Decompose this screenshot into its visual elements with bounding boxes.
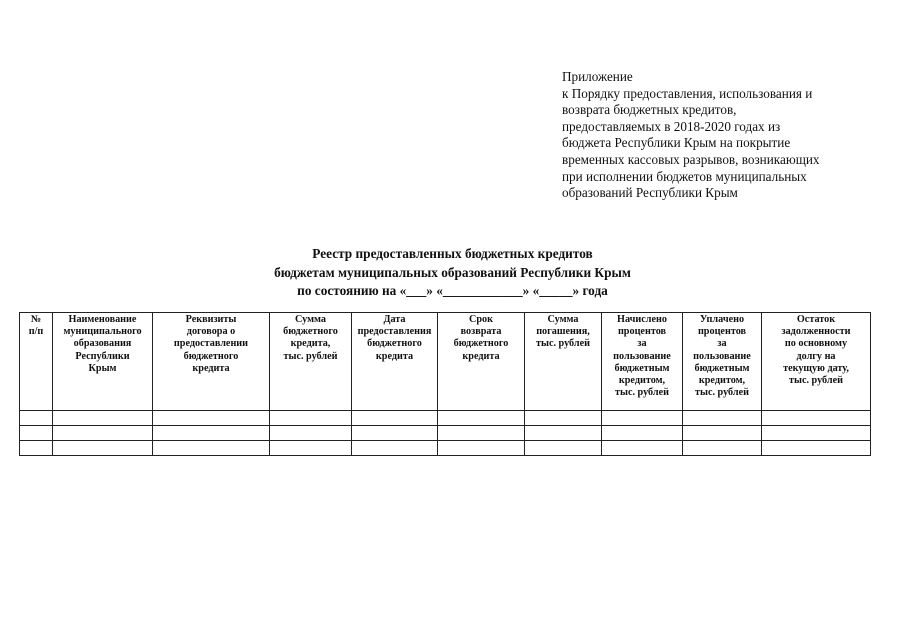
table-cell <box>762 411 871 426</box>
appendix-line: временных кассовых разрывов, возникающих <box>562 151 820 167</box>
table-cell <box>20 411 53 426</box>
table-cell <box>53 426 153 441</box>
table-cell <box>270 441 352 456</box>
table-cell <box>20 426 53 441</box>
table-cell <box>352 441 438 456</box>
table-cell <box>683 426 762 441</box>
table-cell <box>153 426 270 441</box>
header-row <box>20 313 871 411</box>
table-cell <box>602 411 683 426</box>
header-cell-repayment-term: Срок возврата бюджетного кредита <box>438 313 525 411</box>
table-cell <box>525 426 602 441</box>
title-line: Реестр предоставленных бюджетных кредитов <box>312 246 593 261</box>
table-cell <box>438 411 525 426</box>
document-title <box>0 245 905 301</box>
table-cell <box>683 441 762 456</box>
table-cell <box>53 441 153 456</box>
appendix-line: Приложение <box>562 69 633 84</box>
table-cell <box>20 441 53 456</box>
table-cell <box>438 441 525 456</box>
table-row <box>20 411 871 426</box>
appendix-line: возврата бюджетных кредитов, <box>562 102 737 118</box>
table-cell <box>602 441 683 456</box>
header-cell-issue-date: Дата предоставления бюджетного кредита <box>352 313 438 411</box>
table-cell <box>270 411 352 426</box>
appendix-line: бюджета Республики Крым на покрытие <box>562 135 791 151</box>
table-row <box>20 426 871 441</box>
table-cell <box>153 441 270 456</box>
registry-table <box>19 312 871 456</box>
header-cell-number: № п/п <box>20 313 53 411</box>
table-cell <box>525 411 602 426</box>
table-row <box>20 441 871 456</box>
table-cell <box>762 426 871 441</box>
registry-body <box>20 411 871 456</box>
appendix-line: предоставляемых в 2018-2020 годах из <box>562 118 781 134</box>
header-cell-interest-accrued: Начислено процентов за пользование бюджетным кредитом, тыс. рублей <box>602 313 683 411</box>
header-cell-repaid-amount: Сумма погашения, тыс. рублей <box>525 313 602 411</box>
table-cell <box>525 441 602 456</box>
header-cell-municipality: Наименование муниципального образования Республики Крым <box>53 313 153 411</box>
title-line: по состоянию на «___» «____________» «_____» года <box>297 283 608 298</box>
appendix-line: к Порядку предоставления, использования и <box>562 85 813 101</box>
table-cell <box>352 411 438 426</box>
header-cell-contract-details: Реквизиты договора о предоставлении бюджетного кредита <box>153 313 270 411</box>
appendix-line: образований Республики Крым <box>562 185 738 201</box>
table-cell <box>438 426 525 441</box>
table-cell <box>153 411 270 426</box>
header-cell-outstanding-debt: Остаток задолженности по основному долгу на текущую дату, тыс. рублей <box>762 313 871 411</box>
appendix-line: при исполнении бюджетов муниципальных <box>562 168 807 184</box>
table-cell <box>683 411 762 426</box>
table-cell <box>762 441 871 456</box>
appendix-note <box>562 69 872 202</box>
header-cell-interest-paid: Уплачено процентов за пользование бюджетным кредитом, тыс. рублей <box>683 313 762 411</box>
title-line: бюджетам муниципальных образований Республики Крым <box>274 264 631 280</box>
table-cell <box>352 426 438 441</box>
table-cell <box>53 411 153 426</box>
table-cell <box>602 426 683 441</box>
header-cell-credit-amount: Сумма бюджетного кредита, тыс. рублей <box>270 313 352 411</box>
table-cell <box>270 426 352 441</box>
